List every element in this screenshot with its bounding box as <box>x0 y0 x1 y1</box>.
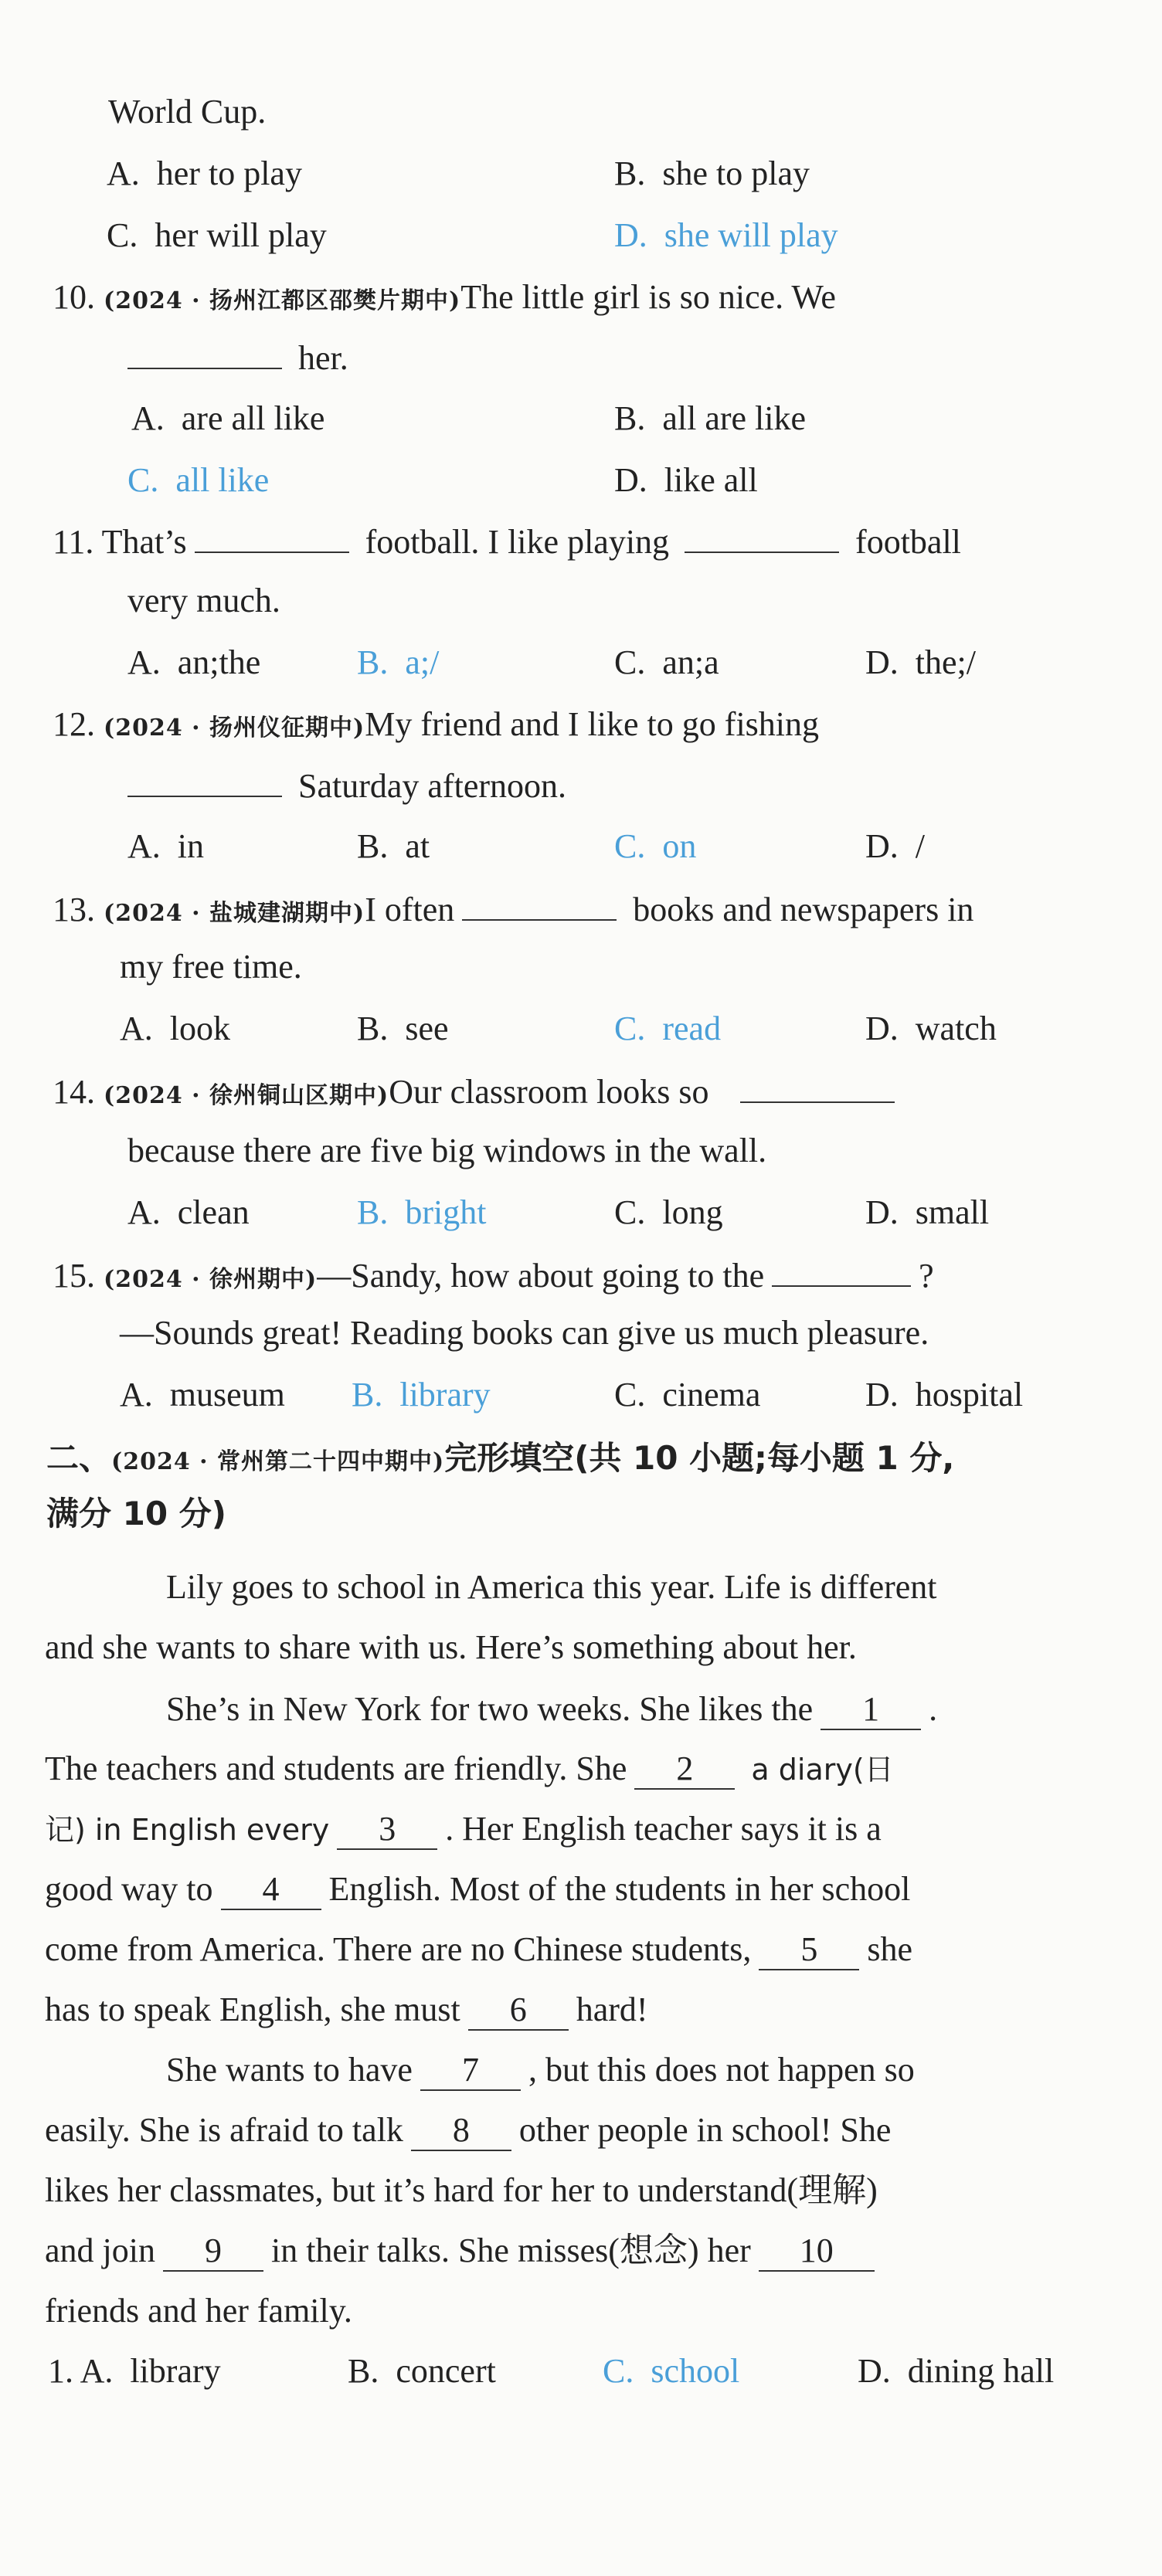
q10-option-b[interactable]: B. all are like <box>614 399 807 437</box>
q10-number: 10. <box>53 278 95 316</box>
q14-option-d[interactable]: D. small <box>865 1193 990 1231</box>
c1-option-d[interactable]: D. dining hall <box>858 2352 1055 2390</box>
q13-option-b[interactable]: B. see <box>357 1010 449 1047</box>
q12-option-a[interactable]: A. in <box>127 827 205 865</box>
q14-option-b-answer[interactable]: B. bright <box>357 1193 487 1231</box>
q12-blank[interactable] <box>127 762 282 797</box>
passage-p2-line3: 记) in English every 3 . Her English teacher says it is a <box>45 1806 882 1853</box>
blank-6[interactable]: 6 <box>468 1991 569 2031</box>
q15-option-c[interactable]: C. cinema <box>614 1376 761 1414</box>
q15-stem-line2: —Sounds great! Reading books can give us much pleasure. <box>120 1314 929 1352</box>
q10-stem-line2: her. <box>127 334 348 382</box>
section2-heading-line1: 二、(2024 · 常州第二十四中期中)完形填空(共 10 小题;每小题 1 分, <box>46 1439 955 1477</box>
blank-7[interactable]: 7 <box>420 2051 521 2091</box>
passage-p2-line6: has to speak English, she must 6 hard! <box>45 1987 648 2033</box>
q9-option-d-answer[interactable]: D. she will play <box>614 216 838 254</box>
passage-p2-line1: She’s in New York for two weeks. She likes the 1 . <box>166 1686 937 1733</box>
q11-option-d[interactable]: D. the;/ <box>865 643 976 681</box>
q11-option-b-answer[interactable]: B. a;/ <box>357 643 440 681</box>
q14-blank[interactable] <box>740 1067 895 1103</box>
q10-option-d[interactable]: D. like all <box>614 461 758 499</box>
q11-option-a[interactable]: A. an;the <box>127 643 261 681</box>
q14-option-a[interactable]: A. clean <box>127 1193 250 1231</box>
q9-option-b[interactable]: B. she to play <box>614 154 810 192</box>
q10-stem-line1: 10. (2024 · 扬州江都区邵樊片期中)The little girl is so nice. We <box>53 278 836 316</box>
q13-stem-line1: 13. (2024 · 盐城建湖期中)I often books and newspapers in <box>53 885 973 937</box>
blank-4[interactable]: 4 <box>221 1870 321 1910</box>
passage-p3-line4: and join 9 in their talks. She misses(想念) her 10 <box>45 2228 882 2274</box>
q12-stem-line1: 12. (2024 · 扬州仪征期中)My friend and I like to go fishing <box>53 705 820 743</box>
q11-blank-2[interactable] <box>685 518 839 553</box>
passage-p2-line4: good way to 4 English. Most of the students in her school <box>45 1866 910 1912</box>
passage-p1-line1: Lily goes to school in America this year. Life is different <box>166 1568 937 1606</box>
q9-option-a[interactable]: A. her to play <box>107 154 302 192</box>
blank-1[interactable]: 1 <box>821 1690 921 1730</box>
q11-option-c[interactable]: C. an;a <box>614 643 719 681</box>
q12-option-d[interactable]: D. / <box>865 827 926 865</box>
blank-2[interactable]: 2 <box>634 1750 735 1790</box>
passage-p3-line3: likes her classmates, but it’s hard for her to understand(理解) <box>45 2171 878 2209</box>
passage-p2-line2: The teachers and students are friendly. She 2 a diary(日 <box>45 1746 894 1793</box>
section2-heading-line2: 满分 10 分) <box>46 1495 226 1532</box>
passage-p1-line2: and she wants to share with us. Here’s something about her. <box>45 1628 857 1666</box>
q11-stem-line2: very much. <box>127 582 280 619</box>
passage-p2-line5: come from America. There are no Chinese students, 5 she <box>45 1926 912 1973</box>
blank-5[interactable]: 5 <box>759 1930 859 1970</box>
blank-3[interactable]: 3 <box>337 1810 437 1850</box>
q13-option-a[interactable]: A. look <box>120 1010 231 1047</box>
passage-p3-line2: easily. She is afraid to talk 8 other people in school! She <box>45 2107 891 2153</box>
q13-stem-line2: my free time. <box>120 948 302 986</box>
c1-option-b[interactable]: B. concert <box>348 2352 496 2390</box>
q15-option-a[interactable]: A. museum <box>120 1376 285 1414</box>
passage-p3-line1: She wants to have 7 , but this does not happen so <box>166 2047 915 2093</box>
q12-stem-line2: Saturday afternoon. <box>127 762 566 809</box>
q10-blank[interactable] <box>127 334 282 369</box>
q10-option-c-answer[interactable]: C. all like <box>127 461 270 499</box>
blank-9[interactable]: 9 <box>163 2232 263 2272</box>
q10-option-a[interactable]: A. are all like <box>131 399 325 437</box>
q15-option-d[interactable]: D. hospital <box>865 1376 1024 1414</box>
q13-option-c-answer[interactable]: C. read <box>614 1010 722 1047</box>
q15-stem-line1: 15. (2024 · 徐州期中)—Sandy, how about going to the ? <box>53 1251 934 1303</box>
c1-option-c-answer[interactable]: C. school <box>603 2352 740 2390</box>
q9-tail: World Cup. <box>108 93 267 131</box>
q9-option-c[interactable]: C. her will play <box>107 216 327 254</box>
passage-p3-line5: friends and her family. <box>45 2292 352 2330</box>
q11-stem-line1: 11. That’s football. I like playing football <box>53 518 961 565</box>
blank-10[interactable]: 10 <box>759 2232 875 2272</box>
q10-source: (2024 · 扬州江都区邵樊片期中) <box>104 287 461 314</box>
q15-option-b-answer[interactable]: B. library <box>352 1376 491 1414</box>
q14-stem-line2: because there are five big windows in the wall. <box>127 1132 767 1169</box>
q14-option-c[interactable]: C. long <box>614 1193 723 1231</box>
q11-blank-1[interactable] <box>195 518 349 553</box>
q13-option-d[interactable]: D. watch <box>865 1010 997 1047</box>
q15-blank[interactable] <box>772 1251 911 1287</box>
q13-blank[interactable] <box>462 885 617 921</box>
q12-option-b[interactable]: B. at <box>357 827 430 865</box>
c1-option-a[interactable]: 1. A. library <box>48 2352 221 2390</box>
q14-stem-line1: 14. (2024 · 徐州铜山区期中)Our classroom looks so <box>53 1067 902 1119</box>
blank-8[interactable]: 8 <box>411 2111 511 2151</box>
q12-option-c-answer[interactable]: C. on <box>614 827 697 865</box>
